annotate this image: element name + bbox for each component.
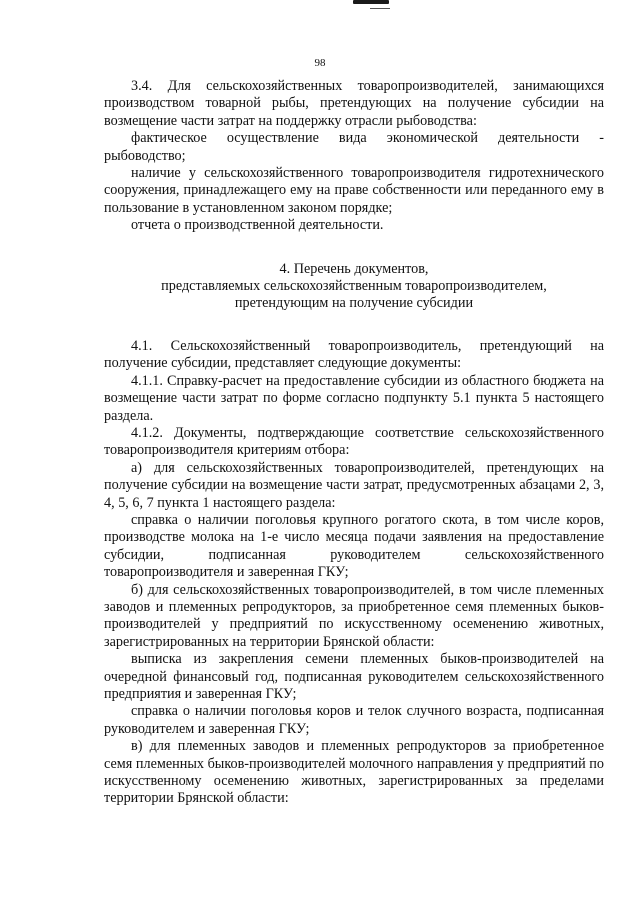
- paragraph-4-1: 4.1. Сельскохозяйственный товаропроизводитель, претендующий на получение субсидии, представляет следующие документы:: [104, 337, 604, 372]
- paragraph-4-1-2: 4.1.2. Документы, подтверждающие соответствие сельскохозяйственного товаропроизводителя критериям отбора:: [104, 424, 604, 459]
- paragraph-4-1-1: 4.1.1. Справку-расчет на предоставление субсидии из областного бюджета на возмещение части затрат по форме согласно подпункту 5.1 пункта 5 настоящего раздела.: [104, 372, 604, 424]
- paragraph-a: а) для сельскохозяйственных товаропроизводителей, претендующих на получение субсидии на возмещение части затрат, предусмотренных абзацами 2, 3, 4, 5, 6, 7 пункта 1 настоящего раздела:: [104, 459, 604, 511]
- paragraph-hydro-structure: наличие у сельскохозяйственного товаропроизводителя гидротехнического сооружения, принадлежащего ему на праве собственности или переданного ему в пользование в установленном законом порядке;: [104, 165, 604, 216]
- paragraph-semen-extract: выписка из закрепления семени племенных быков-производителей на очередной финансовый год, подписанная руководителем сельскохозяйственного предприятия и заверенная ГКУ;: [104, 651, 604, 702]
- paragraph-b: б) для сельскохозяйственных товаропроизводителей, в том числе племенных заводов и племенных репродукторов, за приобретенное семя племенных быков-производителей у предприятий по искусственному осеменению животных, зарегистрированных на территории Брянской области:: [104, 581, 604, 650]
- scan-mark: [353, 0, 389, 4]
- paragraph-cattle-certificate: справка о наличии поголовья крупного рогатого скота, в том числе коров, производстве молока на 1-е число месяца подачи заявления на предоставление субсидии, подписанная руководителем сельскохозяйственного товаропроизводителя и заверенная ГКУ;: [104, 511, 604, 581]
- paragraph-cows-certificate: справка о наличии поголовья коров и телок случного возраста, подписанная руководителем и заверенная ГКУ;: [104, 703, 604, 737]
- section-heading-line-1: 4. Перечень документов,: [279, 260, 429, 277]
- paragraph-production-report: отчета о производственной деятельности.: [131, 217, 384, 234]
- section-heading-line-2: представляемых сельскохозяйственным товаропроизводителем,: [161, 278, 547, 295]
- scan-mark-line: [370, 8, 390, 9]
- document-body: [104, 78, 604, 808]
- paragraph-3-4: 3.4. Для сельскохозяйственных товаропроизводителей, занимающихся производством товарной рыбы, претендующих на получение субсидии на возмещение части затрат на поддержку отрасли рыбоводства:: [104, 78, 604, 129]
- paragraph-fish-activity: фактическое осуществление вида экономической деятельности - рыбоводство;: [104, 130, 604, 164]
- paragraph-v: в) для племенных заводов и племенных репродукторов за приобретенное семя племенных быков-производителей молочного направления у предприятий по искусственному осеменению животных, зарегистрированных за пределами территории Брянской области:: [104, 738, 604, 807]
- page-number: 98: [314, 57, 326, 69]
- section-heading-line-3: претендующим на получение субсидии: [234, 295, 474, 312]
